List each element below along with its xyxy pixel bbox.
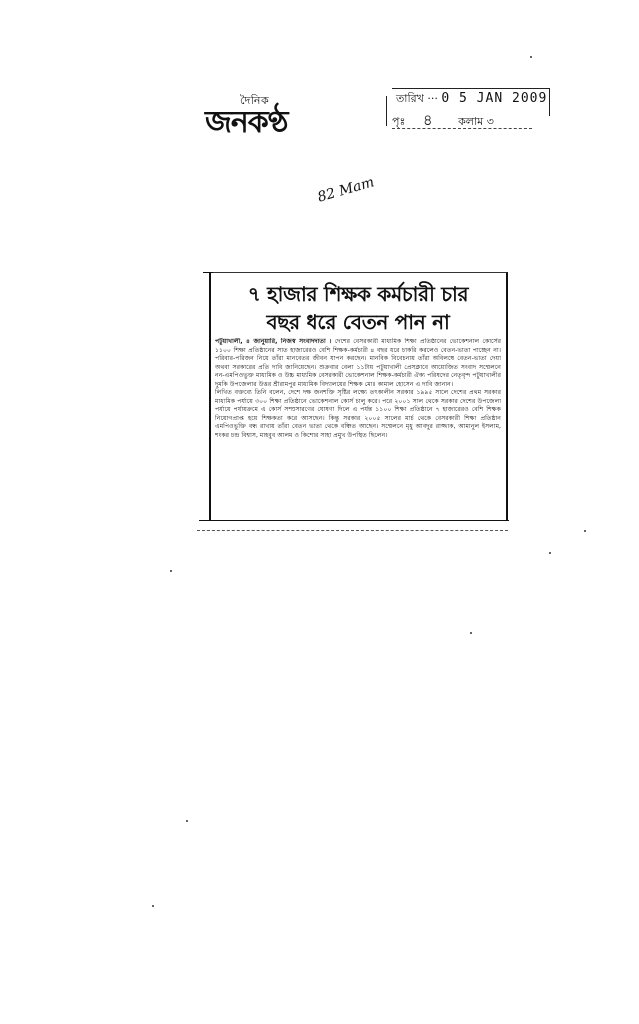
article-paragraph-1 <box>215 338 501 389</box>
scan-speck <box>152 905 154 907</box>
scan-speck <box>170 570 172 572</box>
stamp-date-value: 0 5 JAN 2009 <box>441 91 548 106</box>
scan-speck <box>470 632 472 634</box>
stamp-page-row <box>392 109 494 134</box>
article-paragraph-2: লিখিত বক্তব্যে তিনি বলেন, দেশে দক্ষ জনশক্তি সৃষ্টির লক্ষ্যে তৎকালীন সরকার ১৯৯৫ সালে দেশের প্রথম সরকার মাধ্যমিক পর্যায়ে ৩০০ শিক্ষা প্রতিষ্ঠানে ভোকেশনাল কোর্স চালু করে। পরে ২০০১ সাল থেকে সরকার দেশের উপজেলা পর্যায়ে পর্যায়ক্রমে এ কোর্স সম্প্রসারণের ঘোষণা দিলে এ পর্যন্ত ১১০০ শিক্ষা প্রতিষ্ঠানে ৭ হাজারেরও বেশি শিক্ষক নিয়োগপ্রাপ্ত হয়ে শিক্ষকতা করে আসছেন। কিন্তু সরকার ২০০৫ সালের মার্চ থেকে বেসরকারী শিক্ষা প্রতিষ্ঠান এমপিওভুক্তি বন্ধ রাখায় তাঁরা বেতন ভাতা থেকে বঞ্চিত আছেন। সম্মেলনে মৃধু আবদুর রাজ্জাক, আমানুল ইসলাম, শংকর চন্দ্র বিশ্বাস, মাহবুব আলম ও কিশোর সাহা প্রমুখ উপস্থিত ছিলেন। <box>215 389 501 440</box>
article-dateline: পটুয়াখালী, ৪ জানুয়ারি, নিজস্ব সংবাদদাতা । <box>215 338 332 345</box>
stamp-border-left <box>386 96 387 126</box>
stamp-date-label: তারিখ <box>396 92 424 105</box>
stamp-border-top <box>392 88 550 89</box>
scan-speck <box>530 56 532 58</box>
stamp-column-value: ৩ <box>486 115 494 128</box>
scan-speck <box>186 820 188 822</box>
clip-cut-edge <box>197 530 508 531</box>
article-headline <box>217 280 499 336</box>
clip-bottom-rule <box>199 520 509 521</box>
newspaper-pre-title: দৈনিক <box>240 94 270 107</box>
paragraph-1-text: দেশের বেসরকারী মাধ্যমিক শিক্ষা প্রতিষ্ঠানের ভোকেশনাল কোর্সের ১১০০ শিক্ষা প্রতিষ্ঠানের সাত হাজারেরও বেশি শিক্ষক-কর্মচারী ৪ বছর ধরে চাকরি করলেও বেতন-ভাতা পাচ্ছেন না। পরিবার-পরিজন নিয়ে তাঁরা মানবেতর জীবন যাপন করছেন। মানবিক বিবেচনায় তাঁরা অবিলম্বে বেতন-ভাতা দেয়া অথবা সরকারের প্রতি দাবি জানিয়েছেন। শুক্রবার বেলা ১১টায় পটুয়াখালী প্রেসক্লাবে আয়োজিত সংবাদ সম্মেলনে নন-এমপিওভুক্ত মাধ্যমিক ও উচ্চ মাধ্যমিক বেসরকারী ভোকেশনাল শিক্ষক-কর্মচারী ঐক্য পরিষদের নেতৃবৃন্দ পটুয়াখালীর দুমকি উপজেলার উত্তর শ্রীরামপুর মাধ্যমিক বিদ্যালয়ের শিক্ষক মোঃ কামাল হোসেন এ দাবি জানান। <box>215 338 501 388</box>
news-clipping <box>197 272 508 534</box>
stamp-date-row: তারিখ ··· 0 5 JAN 2009 <box>396 91 548 106</box>
stamp-column-label: কলাম <box>458 115 484 128</box>
stamp-border-right <box>549 88 550 116</box>
handwritten-note: 82 Mam <box>315 174 377 206</box>
headline-line-2: বছর ধরে বেতন পান না <box>266 310 450 334</box>
clipping-stamp <box>378 88 550 132</box>
clip-corner-mark <box>203 272 213 273</box>
stamp-page-label: পৃঃ <box>392 115 406 128</box>
newspaper-logo: জনকণ্ঠ <box>205 105 288 140</box>
scan-speck <box>549 552 551 554</box>
article-body <box>215 338 501 514</box>
scan-speck <box>584 530 586 532</box>
stamp-page-value: ৪ <box>422 111 433 129</box>
headline-line-1: ৭ হাজার শিক্ষক কর্মচারী চার <box>247 282 469 306</box>
